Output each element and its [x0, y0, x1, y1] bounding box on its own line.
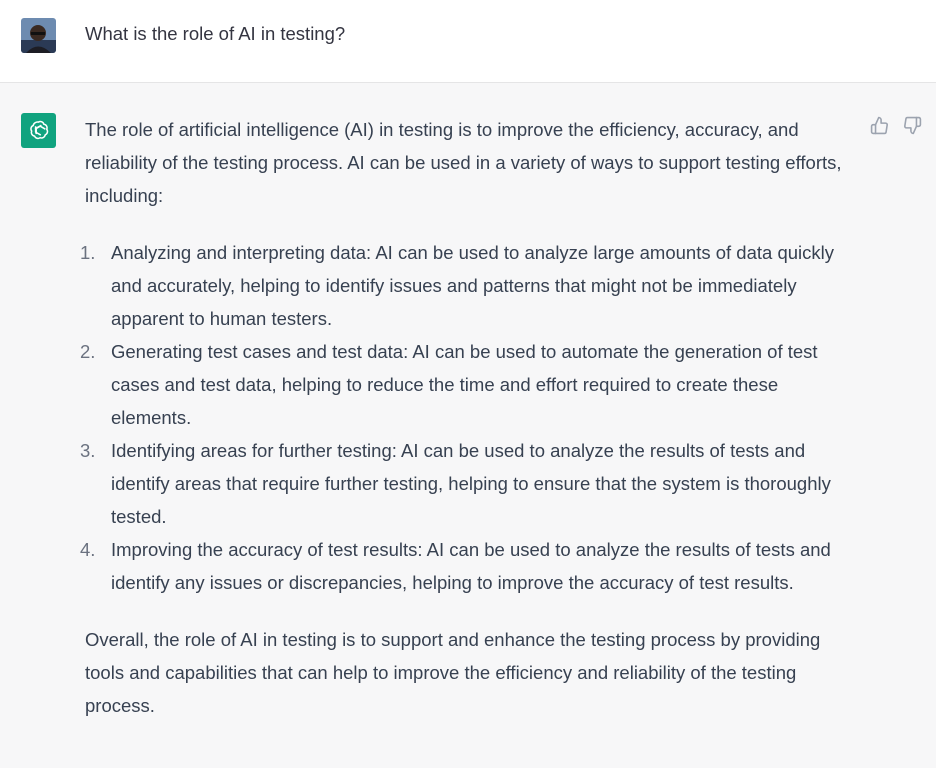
assistant-intro-paragraph: The role of artificial intelligence (AI) in testing is to improve the efficiency, accuracy, and reliability of the testing process. AI can be used in a variety of ways to support testing efforts, including:	[85, 119, 842, 206]
list-item-text: Generating test cases and test data: AI can be used to automate the generation of test cases and test data, helping to reduce the time and effort required to create these elements.	[111, 341, 818, 428]
list-item	[80, 434, 855, 533]
list-item-number: 4.	[80, 539, 96, 560]
list-item-number: 1.	[80, 242, 96, 263]
list-item	[80, 335, 855, 434]
openai-logo-icon	[21, 113, 56, 148]
thumbs-down-icon[interactable]	[902, 115, 922, 135]
list-item-text: Analyzing and interpreting data: AI can be used to analyze large amounts of data quickly and accurately, helping to identify issues and patterns that might not be immediately apparent to human testers.	[111, 242, 834, 329]
list-item	[80, 236, 855, 335]
feedback-buttons	[869, 115, 922, 135]
list-item-number: 2.	[80, 341, 96, 362]
assistant-conclusion-paragraph: Overall, the role of AI in testing is to support and enhance the testing process by providing tools and capabilities that can help to improve the efficiency and reliability of the testing process.	[85, 629, 821, 716]
user-message-text: What is the role of AI in testing?	[85, 23, 346, 44]
list-item-text: Identifying areas for further testing: AI can be used to analyze the results of tests and identify areas that require further testing, helping to ensure that the system is thoroughly tested.	[111, 440, 831, 527]
assistant-ordered-list	[80, 236, 855, 599]
assistant-message-content	[80, 113, 855, 722]
thumbs-up-icon[interactable]	[869, 115, 889, 135]
assistant-message-row	[0, 83, 936, 768]
list-item-text: Improving the accuracy of test results: AI can be used to analyze the results of tests and identify any issues or discrepancies, helping to improve the accuracy of test results.	[111, 539, 831, 593]
user-avatar	[21, 18, 56, 53]
user-message-row	[0, 0, 936, 83]
list-item	[80, 533, 855, 599]
list-item-number: 3.	[80, 440, 96, 461]
